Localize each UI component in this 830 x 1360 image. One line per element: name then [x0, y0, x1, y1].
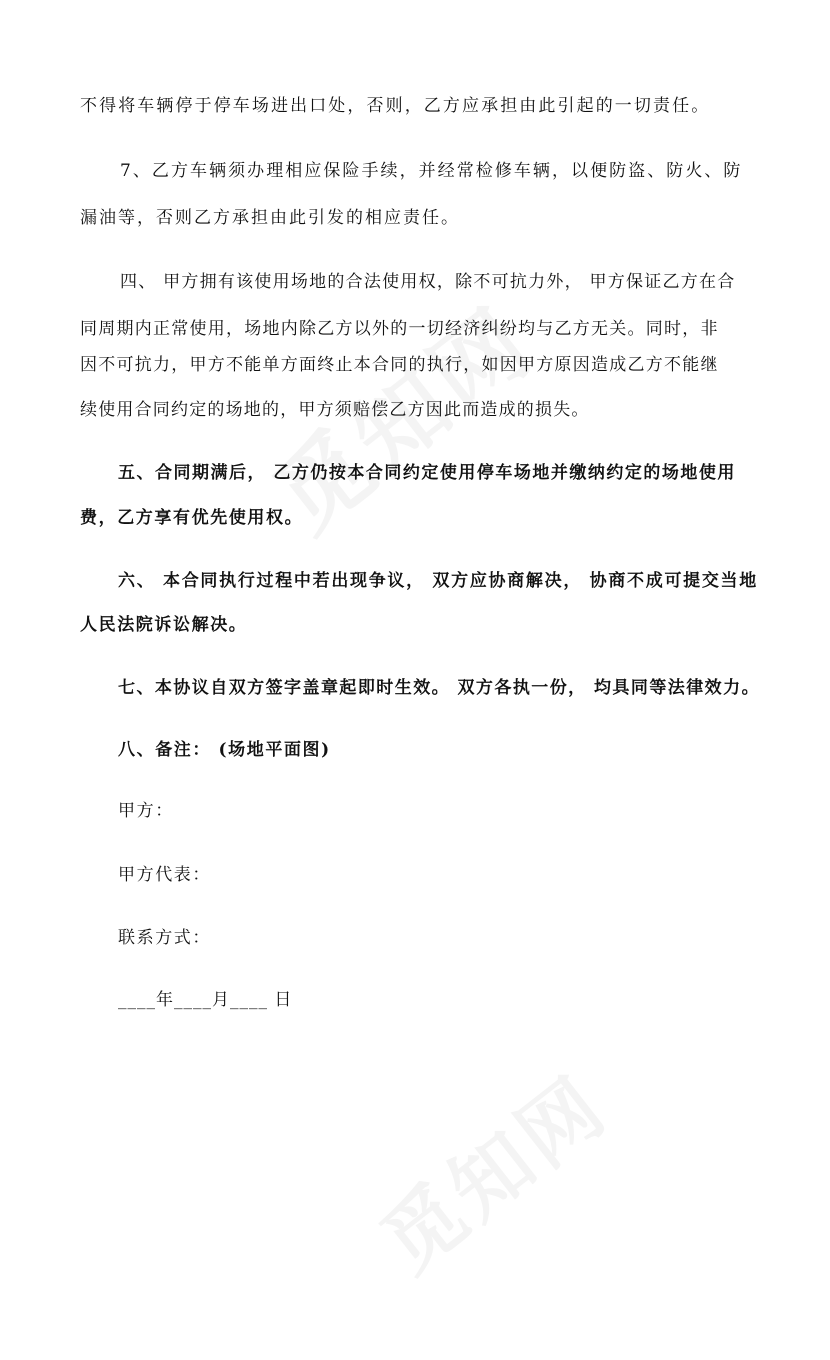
clause-4-line: 同周期内正常使用，场地内除乙方以外的一切经济纠纷均与乙方无关。同时，非	[80, 319, 719, 339]
clause-4-line: 四、 甲方拥有该使用场地的合法使用权，除不可抗力外， 甲方保证乙方在合	[120, 272, 736, 292]
watermark	[353, 1000, 736, 1360]
clause-7-line: 7、乙方车辆须办理相应保险手续，并经常检修车辆，以便防盗、防火、防	[120, 161, 743, 181]
clause-4-line: 续使用合同约定的场地的，甲方须赔偿乙方因此而造成的损失。	[80, 400, 590, 420]
clause-5-line: 费，乙方享有优先使用权。	[80, 508, 304, 528]
contact-label: 联系方式：	[118, 928, 211, 948]
clause-6-line: 六、 本合同执行过程中若出现争议， 双方应协商解决， 协商不成可提交当地	[118, 571, 758, 591]
clause-7-line: 漏油等，否则乙方承担由此引发的相应责任。	[80, 208, 460, 228]
party-a-representative-label: 甲方代表：	[118, 865, 211, 885]
paragraph-line: 不得将车辆停于停车场进出口处，否则，乙方应承担由此引起的一切责任。	[80, 96, 711, 116]
party-a-label: 甲方：	[118, 801, 174, 821]
clause-4-line: 因不可抗力，甲方不能单方面终止本合同的执行，如因甲方原因造成乙方不能继	[80, 355, 719, 375]
clause-5-line: 五、合同期满后， 乙方仍按本合同约定使用停车场地并缴纳约定的场地使用	[118, 463, 736, 483]
clause-6-line: 人民法院诉讼解决。	[80, 615, 248, 635]
watermark	[243, 250, 626, 611]
date-line: ____年____月____ 日	[118, 990, 293, 1010]
remarks-line: 八、备注： (场地平面图)	[118, 740, 331, 760]
clause-7-effect-line: 七、本协议自双方签字盖章起即时生效。 双方各执一份， 均具同等法律效力。	[118, 678, 761, 698]
